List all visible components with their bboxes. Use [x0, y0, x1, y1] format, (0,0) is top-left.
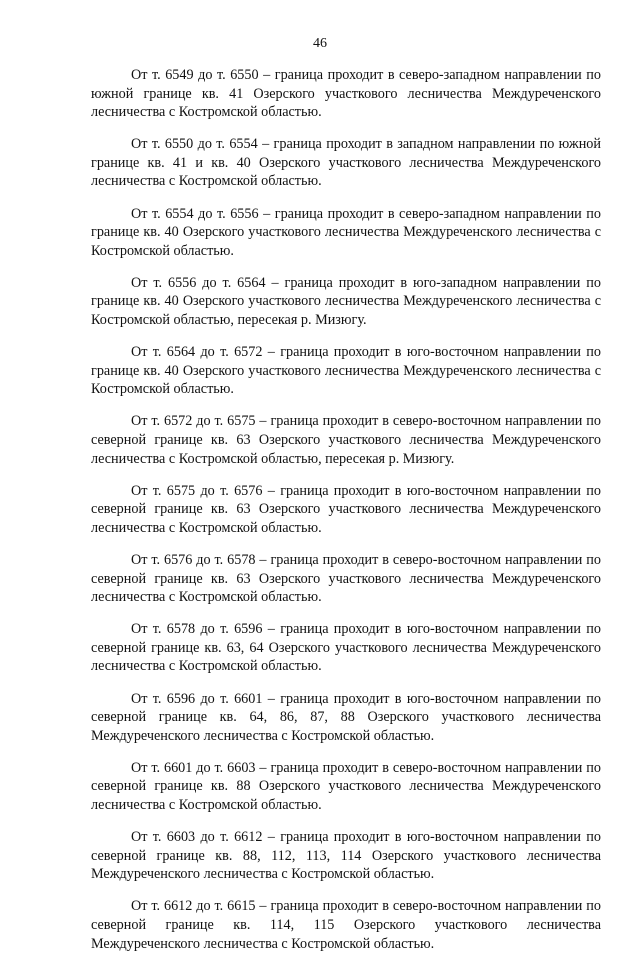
boundary-paragraph: От т. 6578 до т. 6596 – граница проходит в юго-восточном направлении по северной границе кв. 63, 64 Озерского участкового лесничества Междуреченского лесничества с Костромской областью. [91, 621, 601, 675]
page-number: 46 [313, 36, 327, 51]
boundary-paragraph: От т. 6550 до т. 6554 – граница проходит в западном направлении по южной границе кв. 41 и кв. 40 Озерского участкового лесничества Междуреченского лесничества с Костромской областью. [91, 136, 601, 190]
boundary-paragraph: От т. 6603 до т. 6612 – граница проходит в юго-восточном направлении по северной границе кв. 88, 112, 113, 114 Озерского участкового лесничества Междуреченского лесничества с Костромской областью. [91, 829, 601, 883]
boundary-paragraph: От т. 6601 до т. 6603 – граница проходит в северо-восточном направлении по северной границе кв. 88 Озерского участкового лесничества Междуреченского лесничества с Костромской областью. [91, 759, 601, 813]
boundary-paragraph: От т. 6576 до т. 6578 – граница проходит в северо-восточном направлении по северной границе кв. 63 Озерского участкового лесничества Междуреченского лесничества с Костромской областью. [91, 551, 601, 606]
document-body [91, 66, 601, 967]
boundary-paragraph: От т. 6564 до т. 6572 – граница проходит в юго-восточном направлении по границе кв. 40 Озерского участкового лесничества Междуреченского лесничества с Костромской областью. [91, 344, 601, 398]
boundary-paragraph: От т. 6612 до т. 6615 – граница проходит в северо-восточном направлении по северной границе кв. 114, 115 Озерского участкового лесничества Междуреченского лесничества с Костромской областью. [91, 898, 601, 952]
boundary-paragraph: От т. 6575 до т. 6576 – граница проходит в юго-восточном направлении по северной границе кв. 63 Озерского участкового лесничества Междуреченского лесничества с Костромской областью. [91, 482, 601, 536]
boundary-paragraph: От т. 6556 до т. 6564 – граница проходит в юго-западном направлении по границе кв. 40 Озерского участкового лесничества Междуреченского лесничества с Костромской областью, пересекая р. Мизюгу. [91, 274, 601, 329]
boundary-paragraph: От т. 6596 до т. 6601 – граница проходит в юго-восточном направлении по северной границе кв. 64, 86, 87, 88 Озерского участкового лесничества Междуреченского лесничества с Костромской областью. [91, 690, 601, 744]
boundary-paragraph: От т. 6549 до т. 6550 – граница проходит в северо-западном направлении по южной границе кв. 41 Озерского участкового лесничества Междуреченского лесничества с Костромской областью. [91, 67, 601, 121]
boundary-paragraph: От т. 6554 до т. 6556 – граница проходит в северо-западном направлении по границе кв. 40 Озерского участкового лесничества Междуреченского лесничества с Костромской областью. [91, 205, 601, 259]
boundary-paragraph: От т. 6572 до т. 6575 – граница проходит в северо-восточном направлении по северной границе кв. 63 Озерского участкового лесничества Междуреченского лесничества с Костромской областью, пересекая р. Мизюгу. [91, 413, 601, 467]
